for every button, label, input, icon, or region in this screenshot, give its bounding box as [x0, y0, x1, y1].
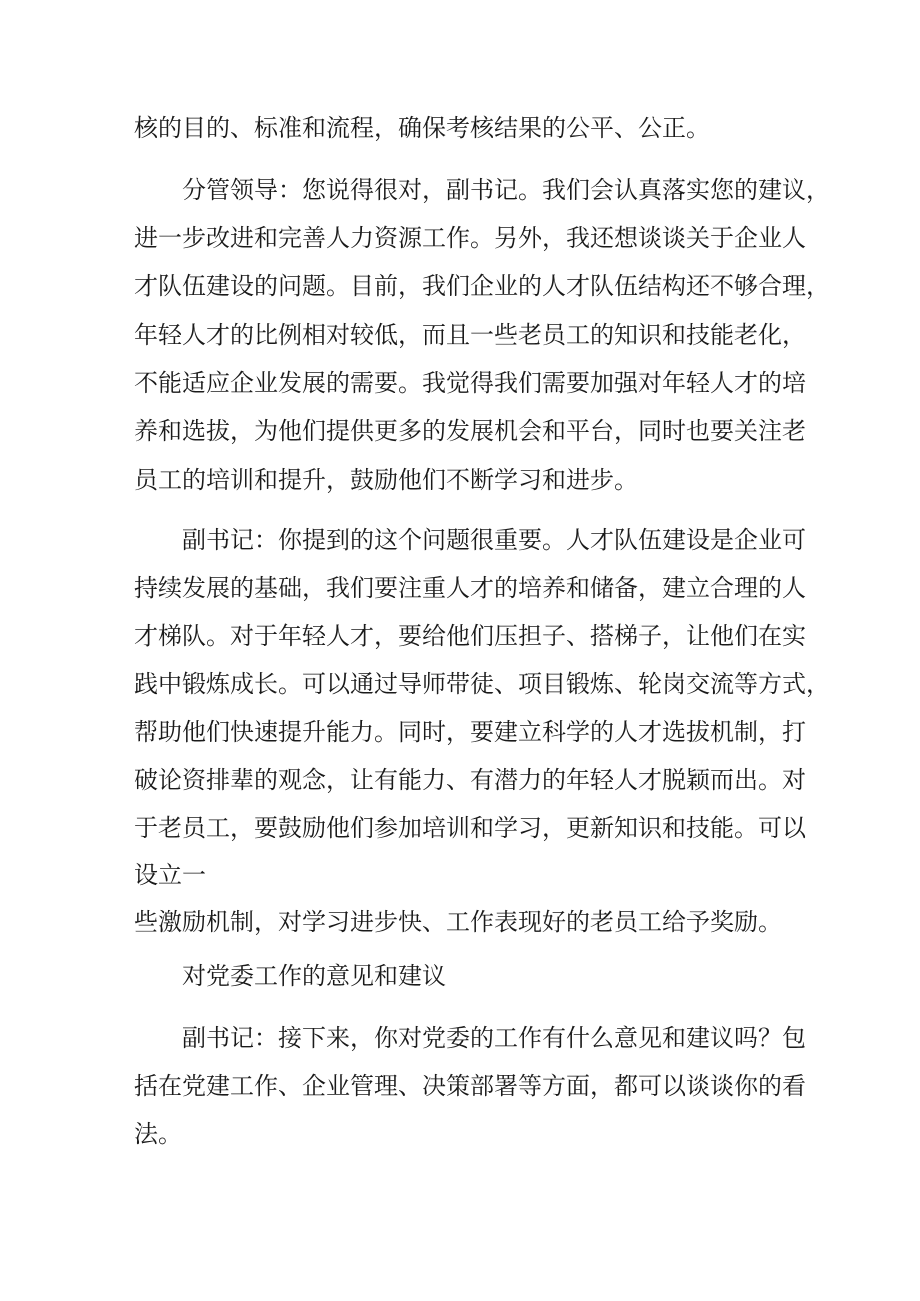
paragraph-3-line-1: 副书记：你提到的这个问题很重要。人才队伍建设是企业可: [182, 526, 806, 554]
paragraph-3-line-5: 帮助他们快速提升能力。同时，要建立科学的人才选拔机制，打: [134, 718, 806, 746]
paragraph-2-line-6: 养和选拔，为他们提供更多的发展机会和平台，同时也要关注老: [134, 417, 806, 445]
section-heading: 对党委工作的意见和建议: [182, 962, 446, 990]
paragraph-2-line-3: 才队伍建设的问题。目前，我们企业的人才队伍结构还不够合理，: [134, 272, 830, 300]
paragraph-5-line-3: 法。: [134, 1120, 182, 1148]
paragraph-1-line-1: 核的目的、标准和流程，确保考核结果的公平、公正。: [134, 114, 710, 142]
paragraph-3-line-9: 些激励机制，对学习进步快、工作表现好的老员工给予奖励。: [134, 908, 782, 936]
paragraph-3-line-8: 设立一: [134, 861, 206, 889]
paragraph-2-line-7: 员工的培训和提升，鼓励他们不断学习和进步。: [134, 466, 638, 494]
paragraph-2-line-2: 进一步改进和完善人力资源工作。另外，我还想谈谈关于企业人: [134, 224, 806, 252]
paragraph-5-line-1: 副书记：接下来，你对党委的工作有什么意见和建议吗？包: [182, 1024, 806, 1052]
paragraph-2-line-4: 年轻人才的比例相对较低，而且一些老员工的知识和技能老化，: [134, 321, 806, 349]
paragraph-3-line-2: 持续发展的基础，我们要注重人才的培养和储备，建立合理的人: [134, 574, 806, 602]
paragraph-2-line-5: 不能适应企业发展的需要。我觉得我们需要加强对年轻人才的培: [134, 369, 806, 397]
paragraph-3-line-6: 破论资排辈的观念，让有能力、有潜力的年轻人才脱颖而出。对: [134, 766, 806, 794]
paragraph-3-line-4: 践中锻炼成长。可以通过导师带徒、项目锻炼、轮岗交流等方式，: [134, 670, 830, 698]
paragraph-5-line-2: 括在党建工作、企业管理、决策部署等方面，都可以谈谈你的看: [134, 1072, 806, 1100]
paragraph-3-line-3: 才梯队。对于年轻人才，要给他们压担子、搭梯子，让他们在实: [134, 622, 806, 650]
paragraph-3-line-7: 于老员工，要鼓励他们参加培训和学习，更新知识和技能。可以: [134, 814, 806, 842]
paragraph-2-line-1: 分管领导：您说得很对，副书记。我们会认真落实您的建议，: [182, 176, 830, 204]
